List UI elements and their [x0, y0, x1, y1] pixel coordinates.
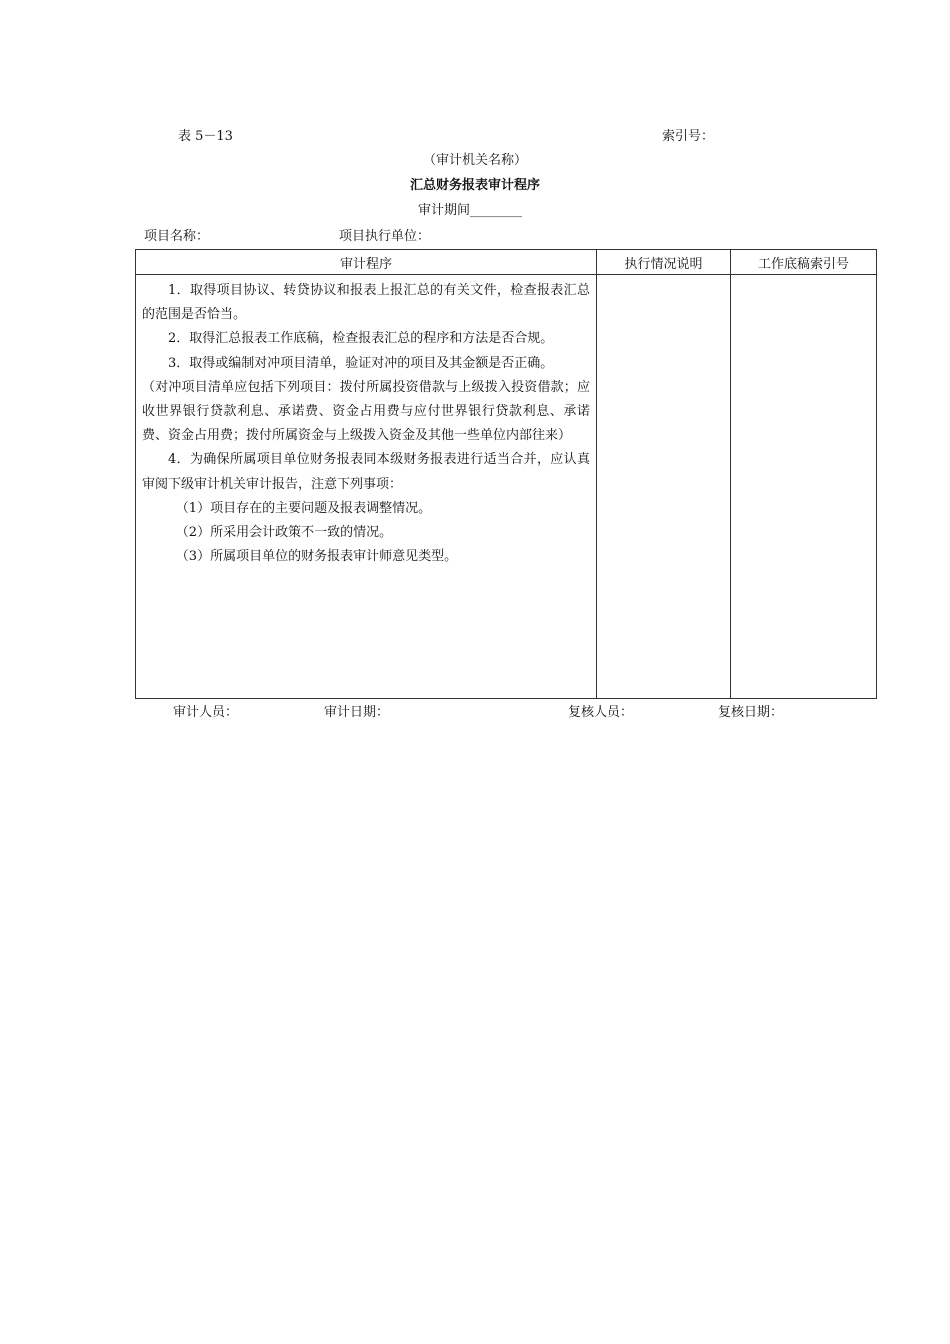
table-number-label: 表 5－13 [178, 129, 233, 144]
audit-org-name: （审计机关名称） [422, 153, 527, 168]
procedure-item-4-3: （3）所属项目单位的财务报表审计师意见类型。 [175, 549, 458, 565]
auditor-label: 审计人员： [173, 705, 239, 720]
workpaper-index-cell[interactable] [731, 275, 877, 699]
procedure-cell [136, 275, 597, 699]
procedure-item-4-1: （1）项目存在的主要问题及报表调整情况。 [175, 500, 432, 516]
procedure-item-2: 2．取得汇总报表工作底稿，检查报表汇总的程序和方法是否合规。 [168, 331, 554, 347]
review-date-label: 复核日期： [718, 705, 784, 720]
column-header-workpaper-index: 工作底稿索引号 [731, 250, 877, 275]
index-number-label: 索引号： [662, 129, 715, 144]
procedure-item-4-2: （2）所采用会计政策不一致的情况。 [175, 525, 393, 541]
audit-date-label: 审计日期： [324, 705, 390, 720]
execution-unit-label: 项目执行单位： [339, 229, 431, 244]
procedure-item-1: 1．取得项目协议、转贷协议和报表上报汇总的有关文件，检查报表汇总的范围是否恰当。 [142, 283, 590, 323]
table-header-row [136, 250, 877, 275]
audit-procedure-table [135, 249, 877, 699]
document-title: 汇总财务报表审计程序 [409, 178, 540, 193]
procedure-item-3-note: （对冲项目清单应包括下列项目：拨付所属投资借款与上级拨入投资借款；应收世界银行贷款利息、承诺费、资金占用费与应付世界银行贷款利息、承诺费、资金占用费；拨付所属资金与上级拨入资金及其他一些单位内部往来） [142, 379, 590, 444]
column-header-procedure: 审计程序 [136, 250, 597, 275]
audit-period: 审计期间________ [418, 203, 523, 218]
reviewer-label: 复核人员： [568, 705, 634, 720]
execution-notes-cell[interactable] [597, 275, 731, 699]
project-name-label: 项目名称： [144, 229, 210, 244]
column-header-execution: 执行情况说明 [597, 250, 731, 275]
table-row [136, 275, 877, 699]
procedure-item-3: 3．取得或编制对冲项目清单，验证对冲的项目及其金额是否正确。 [168, 355, 554, 371]
procedure-item-4: 4．为确保所属项目单位财务报表同本级财务报表进行适当合并，应认真审阅下级审计机关审计报告，注意下列事项： [142, 452, 590, 492]
